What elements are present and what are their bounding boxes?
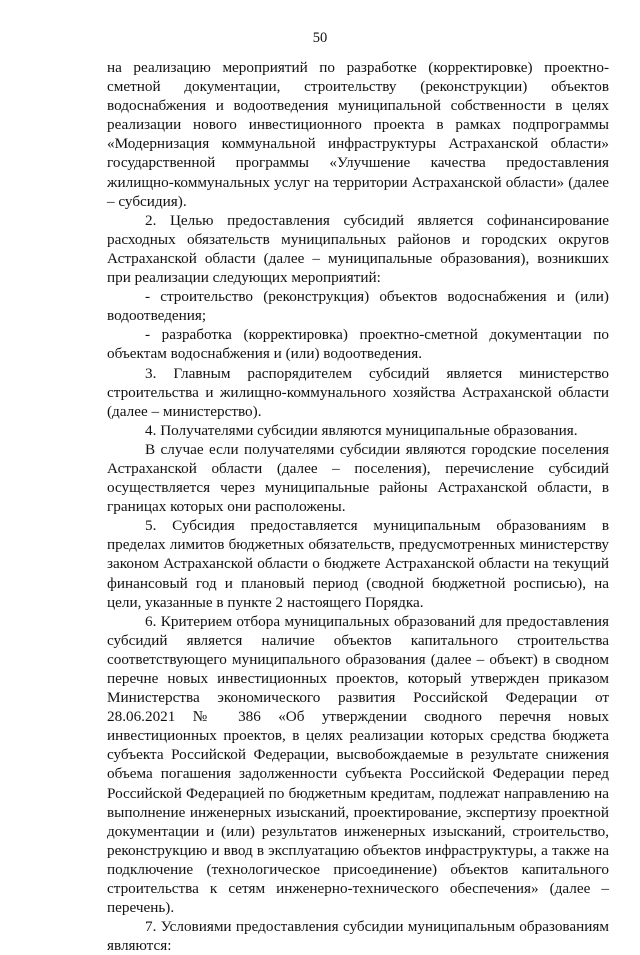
list-item-design-docs: - разработка (корректировка) проектно-сметной документации по объектам водоснабжения и (или) водоотведения. (107, 326, 609, 363)
list-item-construction: - строительство (реконструкция) объектов водоснабжения и (или) водоотведения; (107, 288, 609, 325)
paragraph-item-6: 6. Критерием отбора муниципальных образований для предоставления субсидий является наличие объектов капитального строительства соответствующего муниципального образования (далее – объект) в сводном перечне новых инвестиционных проектов, который утвержден приказом Министерства экономического развития Российской Федерации от 28.06.2021 № 386 «Об утверждении сводного перечня новых инвестиционных проектов, в целях реализации которых средства бюджета субъекта Российской Федерации, высвобождаемые в результате снижения объема погашения задолженности субъекта Российской Федерации перед Российской Федерацией по бюджетным кредитам, подлежат направлению на выполнение инженерных изысканий, проектирование, экспертизу проектной документации и (или) результатов инженерных изысканий, строительство, реконструкцию и ввод в эксплуатацию объектов инфраструктуры, а также на подключение (технологическое присоединение) объектов капитального строительства к сетям инженерно-технического обеспечения» (далее – перечень). (107, 612, 609, 917)
paragraph-item-2: 2. Целью предоставления субсидий является софинансирование расходных обязательств муниципальных районов и городских округов Астраханской области (далее – муниципальные образования), возникших при реализации следующих мероприятий: (107, 211, 609, 287)
document-body (107, 58, 609, 955)
paragraph-item-3: 3. Главным распорядителем субсидий является министерство строительства и жилищно-коммунального хозяйства Астраханской области (далее – министерство). (107, 364, 609, 420)
page-number: 50 (312, 30, 328, 46)
paragraph-settlements: В случае если получателями субсидии являются городские поселения Астраханской области (далее – поселения), перечисление субсидий осуществляется через муниципальные районы Астраханской области, в границах которых они расположены. (107, 440, 609, 516)
paragraph-item-5: 5. Субсидия предоставляется муниципальным образованиям в пределах лимитов бюджетных обязательств, предусмотренных министерству законом Астраханской области о бюджете Астраханской области на текущий финансовый год и плановый период (сводной бюджетной росписью), на цели, указанные в пункте 2 настоящего Порядка. (107, 517, 609, 611)
paragraph-continuation: на реализацию мероприятий по разработке (корректировке) проектно-сметной документации, строительству (реконструкции) объектов водоснабжения и водоотведения муниципальной собственности в целях реализации нового инвестиционного проекта в рамках подпрограммы «Модернизация коммунальной инфраструктуры Астраханской области» государственной программы «Улучшение качества предоставления жилищно-коммунальных услуг на территории Астраханской области» (далее – субсидия). (107, 59, 609, 210)
paragraph-item-4: 4. Получателями субсидии являются муниципальные образования. (145, 421, 578, 439)
paragraph-item-7: 7. Условиями предоставления субсидии муниципальным образованиям являются: (107, 918, 609, 955)
